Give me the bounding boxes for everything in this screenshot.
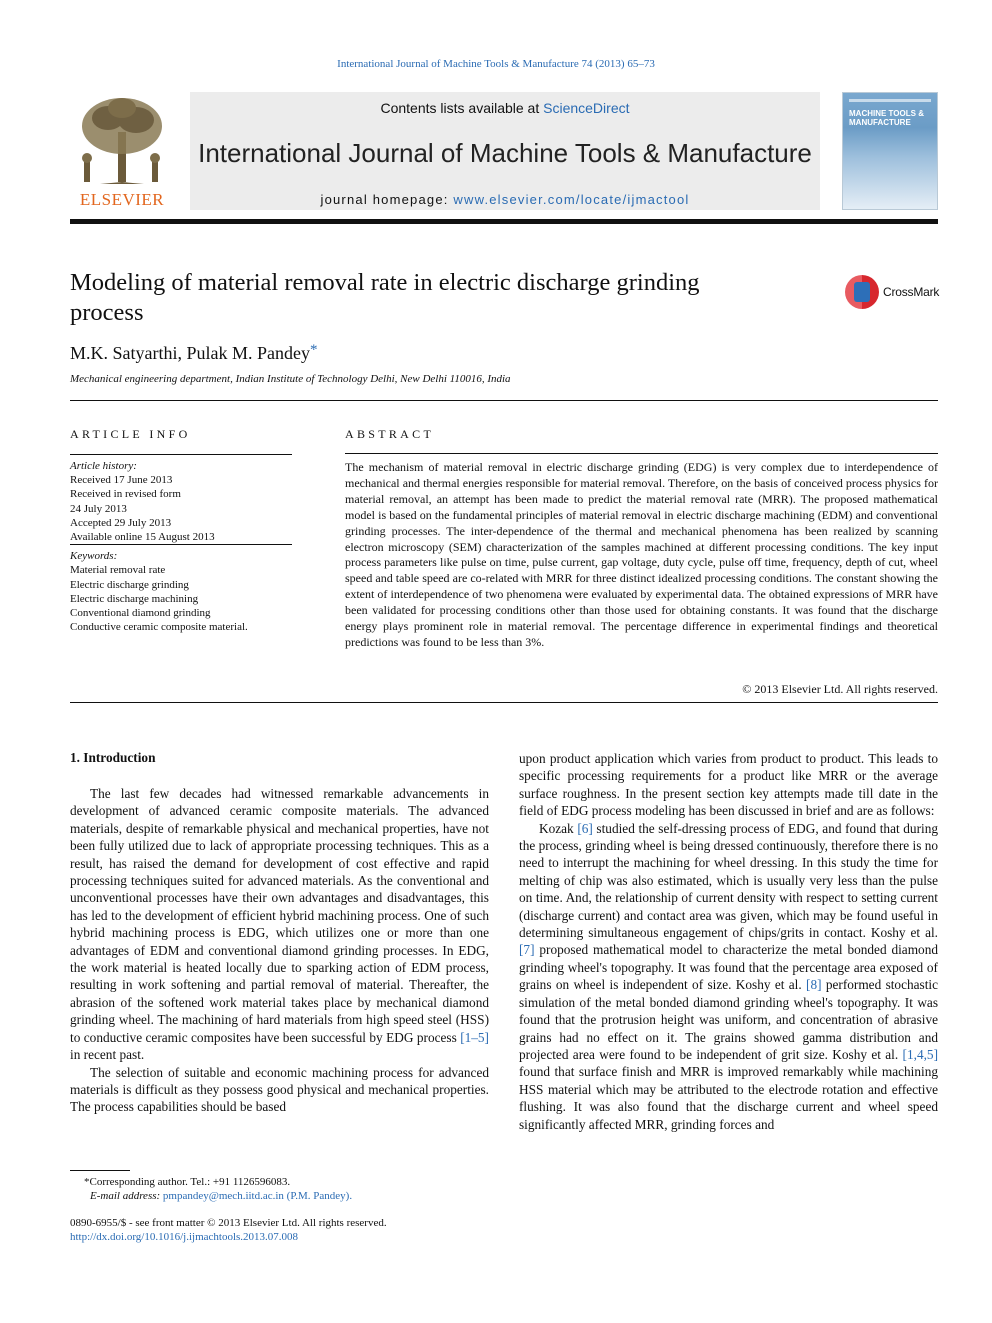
paragraph-text: studied the self-dressing process of EDG, and found that during the process, grinding wheel is being dressed continuously, therefore there is no need to interrupt the machining for wheel dressing. In this study the time for melting of chip was also estimated, which is usually very less than the pulse on time. And, the relationship of current density with respect to setting current (discharge current) and contact area was given, which may be found useful in determining simultaneous engagement of chips/grits in contact. Koshy et al. <box>519 820 938 941</box>
paragraph-text: proposed mathematical model to characterize the metal bonded diamond grinding wheel's topography. It was found that the percentage area exposed of grains on wheel is independent of size. Koshy et al. <box>519 942 938 993</box>
paragraph-text: found that surface finish and MRR is improved remarkably while machining HSS material which may be attributed to the electrode rotation and effective flushing. It was also found that the discharge current and wheel speed significantly affected MRR, grinding forces and <box>519 1064 938 1132</box>
info-rule-mid <box>70 544 292 545</box>
abstract-text: The mechanism of material removal in electric discharge grinding (EDG) is very complex due to interdependence of mechanical and thermal energies responsible for material removal. Therefore, on the basis of conceived process physics for material removal, an attempt has been made to predict the material removal rate (MRR). The proposed mathematical model is based on the fundamental principles of material removal in electric discharge machining (EDM) and conventional grinding processes. The inter-dependence of the thermal and mechanical phenomena has been realized by scanning electron microscopy (SEM) characterization of the samples machined at different processing conditions. The key input process parameters like pulse on time, pulse current, gap voltage, duty cycle, pulse off time, frequency, depth of cut, wheel speed and table speed are co-related with MRR for three distinct idealized processing conditions. The constant showing the extent of interdependence of two phenomena were evaluated by experimental data. The obtained expressions of MRR have been validated for processing conditions other than those used for obtaining constants. It was found that the discharge energy plays prominent role in material removal. The percentage difference in experimental findings and theoretical predictions was found to be less than 3%. <box>345 460 938 649</box>
journal-name: International Journal of Machine Tools & Manufacture <box>198 138 812 168</box>
history-item: Accepted 29 July 2013 <box>70 516 172 529</box>
history-item: Received in revised form <box>70 488 181 501</box>
corresponding-author-mark[interactable]: * <box>310 342 318 358</box>
body-left-column <box>70 785 489 1116</box>
paragraph-text: The last few decades had witnessed remarkable advancements in development of advanced ceramic composite materials. The advanced materials, despite of remarkable physical and mechanical properties, have not been fully utilized due to lack of appropriate processing techniques. This as a result, has raised the demand for development of cost effective and rapid processing techniques suited for advanced materials. As the conventional and unconventional processes have their own advantages and disadvantages, this has led to the development of efficient hybrid machining process. One of such hybrid machining process is EDG, which utilizes one or more than one advantages of EDM and conventional diamond grinding processes. In EDG, the work material is heated locally due to sparking action of EDM process, resulting in work softening and partial removal of material. Thereafter, the abrasion of the softened work material takes place by mechanical diamond grinding wheel. The machining of hard materials from high speed steel (HSS) to conductive ceramic composites have been successful by EDG process <box>70 786 489 1045</box>
footnote-star: * <box>84 1176 90 1188</box>
paragraph-text: in recent past. <box>70 1047 145 1063</box>
abstract-bottom-rule <box>70 702 938 703</box>
body-right-column <box>519 750 938 1133</box>
cover-decoration <box>849 99 931 102</box>
article-title: Modeling of material removal rate in electric discharge grinding process <box>70 269 700 326</box>
homepage-prefix: journal homepage: <box>320 192 454 207</box>
footnote-corresponding <box>70 1175 290 1189</box>
title-rule <box>70 400 938 401</box>
masthead-banner <box>190 92 820 210</box>
abstract-copyright: © 2013 Elsevier Ltd. All rights reserved. <box>742 682 938 696</box>
reference-link[interactable]: [6] <box>577 820 593 836</box>
reference-link[interactable]: [8] <box>806 977 822 993</box>
contents-prefix: Contents lists available at <box>380 100 544 116</box>
keyword: Conductive ceramic composite material. <box>70 621 248 634</box>
abstract-rule <box>345 453 938 454</box>
paragraph <box>519 820 938 1133</box>
email-link[interactable]: pmpandey@mech.iitd.ac.in (P.M. Pandey). <box>162 1190 353 1202</box>
journal-cover-thumbnail[interactable] <box>842 92 938 210</box>
article-info-heading: ARTICLE INFO <box>70 427 191 441</box>
section-title: 1. Introduction <box>70 750 156 765</box>
authors <box>70 342 318 364</box>
journal-citation[interactable]: International Journal of Machine Tools & Manufacture 74 (2013) 65–73 <box>337 58 655 70</box>
publisher-wordmark: ELSEVIER <box>79 190 165 209</box>
issn-line: 0890-6955/$ - see front matter © 2013 Elsevier Ltd. All rights reserved. <box>70 1217 387 1229</box>
doi-link[interactable]: http://dx.doi.org/10.1016/j.ijmachtools.2013.07.008 <box>70 1231 299 1243</box>
keyword: Electric discharge grinding <box>70 578 189 591</box>
history-item: Received 17 June 2013 <box>70 474 173 487</box>
email-label: E-mail address: <box>90 1190 163 1202</box>
crossmark-label: CrossMark <box>883 285 940 299</box>
paragraph-text: performed stochastic simulation of the metal bonded diamond grinding wheel's topography. It was found that the protrusion height was uniform, and concentration of abrasive grains had no effect on it. The grains showed gamma distribution and projected area were found to be independent of grit size. Koshy et al. <box>519 977 939 1062</box>
keyword: Electric discharge machining <box>70 592 199 605</box>
reference-link[interactable]: [7] <box>519 942 535 958</box>
paragraph <box>70 785 489 1064</box>
paragraph-text: Kozak <box>539 820 578 836</box>
history-label: Article history: <box>70 460 137 472</box>
elsevier-logo[interactable] <box>70 92 174 210</box>
contents-line <box>190 100 820 116</box>
homepage-line <box>190 192 820 207</box>
affiliation: Mechanical engineering department, Indian Institute of Technology Delhi, New Delhi 110016, India <box>70 373 511 385</box>
homepage-link[interactable]: www.elsevier.com/locate/ijmactool <box>453 192 690 207</box>
footnote-email <box>70 1189 352 1203</box>
masthead <box>70 92 938 212</box>
keywords-label: Keywords: <box>70 550 118 563</box>
sciencedirect-link[interactable]: ScienceDirect <box>543 100 630 116</box>
paragraph: The selection of suitable and economic machining process for advanced materials is difficult as they possess good physical and mechanical properties. The process capabilities should be based <box>70 1064 489 1115</box>
history-item: Available online 15 August 2013 <box>70 531 215 544</box>
corresponding-text: Corresponding author. Tel.: +91 1126596083. <box>89 1176 291 1188</box>
elsevier-tree-icon <box>70 92 174 188</box>
masthead-rule <box>70 219 938 224</box>
cover-title: MACHINE TOOLS & MANUFACTURE <box>849 109 924 127</box>
keyword: Conventional diamond grinding <box>70 607 211 620</box>
crossmark-badge[interactable] <box>845 275 945 311</box>
history-item: 24 July 2013 <box>70 502 127 515</box>
info-rule-top <box>70 454 292 455</box>
abstract-heading: ABSTRACT <box>345 427 435 441</box>
footnote-rule <box>70 1170 130 1171</box>
reference-link[interactable]: [1–5] <box>460 1029 489 1045</box>
reference-link[interactable]: [1,4,5] <box>902 1046 938 1062</box>
paragraph: upon product application which varies from product to product. This leads to specific processing requirements for a product like MRR or the average surface roughness. In the present section key attempts made till date in the field of EDG process modeling has been discussed in brief and are as follows: <box>519 751 938 819</box>
crossmark-icon <box>845 275 879 309</box>
author-names: M.K. Satyarthi, Pulak M. Pandey <box>70 343 310 363</box>
front-matter <box>70 1216 387 1244</box>
article-info <box>70 454 292 634</box>
keyword: Material removal rate <box>70 564 166 577</box>
